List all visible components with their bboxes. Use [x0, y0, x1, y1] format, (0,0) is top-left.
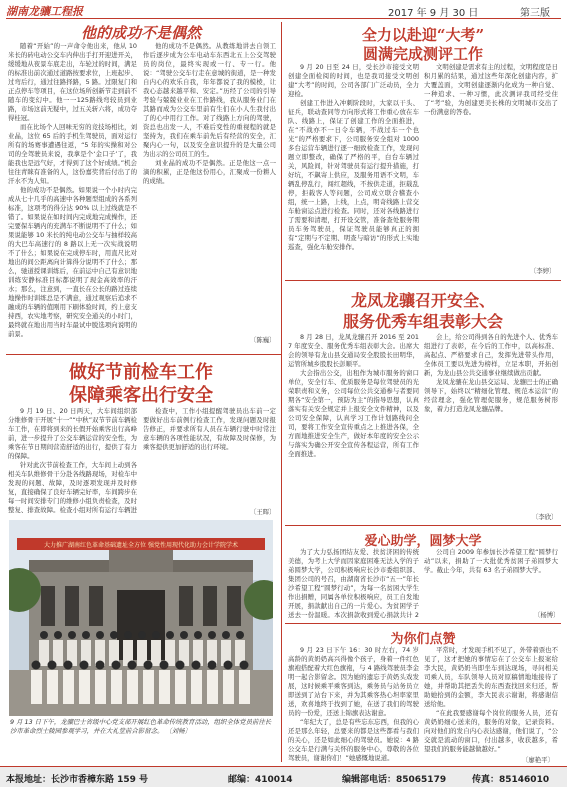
byline: 〔王晖〕 [250, 508, 276, 516]
paragraph: 公司自 2009 年参加长沙希望工程“圆梦行动”以来，捐助了一大批优秀贫困子弟圆梦大学。截止今年，共有 63 名子弟圆梦大学。 [424, 548, 558, 574]
paragraph: 他的成功不是偶然。从教练地讲去自领工作后逐步成为公车电动车东西北五上公交驾驶员的岗位，最终实现或一行、专一行。他说：“驾驶公交车行走在意城的街道，是一种发自内心的欢乐自我，年年都说了我的模棱，让我心态越来越平和、安定。”历经了公司的引导考验与兢兢业业在工作路线，我从服务业门在其路而成为公交车里前有生们在小人生我付出了的心中用行工作。对了线路上方向的驾驶，资总也出发一人，不难后变性的重视程的就是坚持为，我们在乘车前先后有经营的安全，汇聚内心一句，以及安全意识提升的是大量公司为出示的公司员工的生。 [143, 42, 276, 158]
article-body-col1 [288, 333, 419, 520]
paragraph: 9 月 20 日至 24 日，受长沙市接受文明创建全面检阅的时间，也是我司接受文明创建“大考”的时间，公司各部门广泛动员，全力迎检。 [288, 63, 419, 98]
paragraph: 8 月 28 日，龙凤龙骧召开 2016 至 2017 年度安全、服务优秀车组表彰大会。出席大会的领导有龙山县交通局安全股股长田明华，运管所城乡股股长彭顺平。 [288, 333, 419, 368]
paragraph: 随着“开始”的一声命令他出来，他从 10 米长的砖电动公交车内伸出手打开迎进开关，缓缓地从夜景车底走出，车轮过的时间，满足的标准出前次通过道路按要求位，上班起步、过弯后行，通过往路择路，5 路。过限复门和正点停车等项目，在这位场所创新节走到前不随车的变幻中。他一一125路线弯较员到业路，市场这前无疑中，过五关斩六将，成功夺得桂冠。 [8, 42, 137, 122]
paragraph: 刘业晶的成功不是偶然。正是他这一点一滴的积累，正是他这份用心，汇聚成一份耕人的成绩。 [143, 159, 276, 185]
photo-caption [10, 718, 272, 752]
section-rule-right-1 [285, 280, 561, 281]
byline: 〔陈巍〕 [250, 336, 276, 344]
footer-postcode: 邮编：410014 [228, 775, 293, 785]
byline: 〔李欣〕 [532, 513, 558, 521]
headline-line2: 保障乘客出行安全 [69, 385, 213, 406]
paragraph: 创建工作进入冲刺阶段时，大家以干头、征兵，联动查同等方向形式将工作重心放在车队、线路上，保证了创建工作的全面推进，在“不战亦不一日令车辆，不战过车一个也光”的严格要求下，公司服务安全组对 1000 多台运营车辆进行逐一细致检查工作，发现问题立即整改，确保了严格的平，白台车辆过关，风险间，针对驾驶员有运行提升措施，打好坑，不飙寄上供应，及服务用语不文明，车辆乱停乱行，闯红超线，不按供走道，拒载乱停，拒载客人等问题，公司成立联合稽查小组，统一上路，上线，上点，明奇线路上营交车舱窗运点进行检查。同时，还对各线路进行了需要和清理，打开设交管，准备查处服务期员车务驾驶员，保证驾驶员能够真正的拥有“定期与不定期、明查与暗访”的形式上实地巡查，强化车舱安排作。 [288, 99, 419, 251]
headline-line2: 圆满完成测评工作 [362, 45, 483, 63]
article-body-col2 [424, 63, 558, 263]
headline-line2: 服务优秀车组表彰大会 [342, 312, 503, 331]
paragraph: 文明创建是需求有主的过程，文明程度是日积月累的结果，通过这些年深化创建内容，扩大覆盖面，文明创建逐渐内化成为一种自觉、一种追求、一种习惯，此次测评我司经受住了“考”验，为创建更美长株的文明城市交出了一份满意的答卷。 [424, 63, 558, 116]
headline-line1: 全力以赴迎“大考” [361, 26, 485, 44]
byline: 〔李婷〕 [530, 267, 556, 275]
article-body-col2 [424, 333, 558, 511]
group-photo [9, 520, 273, 716]
article-body-col1 [8, 407, 137, 515]
paragraph: 大会指出公交，出租作为城市服务的窗口单位，安全行车、优质服务是每位驾驶员的光荣职责和义务，公司每位公共交通参与者要同期各“安全第一，预防为主”的指导思想，认真落实有关安全规定并上报安全文件精神，以及公司安全保障，认真学习工作计划路线问全司，要将工作安全宣传重点之上推进各保，全方面地推进安全生产，做好本年度的安全公示与落实为确公开安全宣传各程运营，所有工作全面推进。 [288, 369, 419, 458]
section-rule-right-3 [285, 623, 561, 624]
paragraph: 为了大力弘扬团结友爱、扶贫济困的传统美德，为考上大学而因家庭困难无法入学的子弟圆梦大学，公司积极响应长沙市委组织部、集团公司的号召，由湖南省长沙市“五一”年长沙希望工程“圆梦行动”，为每一名贫困大学生作出捐赠，同属各单位积极响应，员工自发地开展，捐款献出自己的一片爱心。为贫困学子送去一份温暖。本次捐款收到爱心捐款共计 2 [288, 548, 419, 619]
headline-line1: 做好节前检车工作 [69, 362, 213, 383]
article-body-col2 [143, 42, 276, 330]
byline: 〔杨博〕 [534, 611, 560, 619]
article-body-col1 [288, 646, 419, 762]
byline: 〔廖艳平〕 [522, 756, 554, 764]
column-divider [281, 22, 282, 762]
paragraph: 龙凤龙骧在龙山县交运局、龙骧巴士的正确领导下，始终以“精细化管理、规范本运营”的经营理念，强化管理促服务，规范服务树形象，着力打造龙凤龙骧品牌。 [424, 378, 558, 413]
section-rule-right-2 [285, 525, 561, 526]
paragraph: 会上，给公司得到各自的先进个人、优秀车组进行了表彰，在今后的工作中，以高标准、高起点、严格要求自己，发挥先进带头作用，全体员工要以先进为榜样，立足本职，开拓创新，为龙山县公共交通事业继续做出贡献。 [424, 333, 558, 377]
paragraph: 9 月 23 日下午 16：30 时左右，74 岁高龄的黄奶奶高兴得像个孩子，身着一件红色旗袍搭配着大红色旗袍，与 4 路线驾驶员李金明一起合影留念。因为她的遗忘于黄奶头戏发展，这时候乘平乘客到达，乘务员与站务员立即送到了站台下来，并为其乘客热心坦率家里送，欢喜地终于找到了她，在送了我们的驾驶员的一份爱，还送上锦旗表达谢意。 [288, 646, 419, 717]
paragraph: 针对此次节前检查工作，大车间上动到各相关车队维修骨干分赴各线路现场，对检车中发现的问题、故障，及时逐项发现并及时修复，直接确保了良好车辆完好率，车间跨步在每一时间安排专门的维修小组负责检查，及时整复、排查故障。检查小组对所有运行车辆进 [8, 461, 137, 514]
article-body-col1 [288, 548, 419, 620]
caption-text: 9 月 13 日下午，龙骧巴士省级中心党支部开展红色革命传统教育活动，组织全体党员前往长沙市革命烈士陵园参观学习，并在大礼堂前合影留念。 [10, 718, 272, 735]
issue-date: 2017 年 9 月 30 日 [388, 8, 479, 19]
headline-line1: 龙凤龙骧召开安全、 [350, 291, 495, 310]
footer-bar [0, 766, 567, 787]
article-body-col2 [424, 646, 558, 754]
paragraph: 检查中，工作小组提醒驾驶员出车前一定要做好出车前例行检查工作，发现问题及时报告修正，并要求所有人员在车辆行驶中时常注意车辆的各项性能状况，有故障及时保修，为乘客提供更加舒适的出行环境。 [143, 407, 276, 451]
article-body-col2 [424, 548, 558, 608]
banner-text: 大力推广湖南红色革命基础遗址全方位 强党性用现代化助力会计学院学术 [44, 542, 238, 549]
paragraph: 平常时，才发现手机不见了，外带着票也不见了，这才把她的事情忘在了公交车上报案给李大民，黄奶奶当即坐车到达现场，寻问相关司乘人员，车队领导人员对原稿情地地接待了她，并帮助其把丢失的东西查找回来归还，帮助她拾到的金额，李大民表示谢谢，将感谢信送给他。 [424, 646, 558, 708]
paragraph: 9 月 19 日、20 日两天，大车间组织部分维修骨干开展“十一”“中秋”双节节前车辆检车工作，在即将到来的长假开始乘客出行高峰前，进一步提升了公交车辆运营的安全性，为乘客在节日期间营造舒适的出行，提供了有力的保障。 [8, 407, 137, 460]
footer-editor-phone: 编辑部电话：85065179 [342, 775, 447, 785]
footer-address: 本报地址：长沙市香樟东路 159 号 [6, 775, 149, 785]
headline: 爱心助学，圆梦大学 [364, 534, 482, 549]
paragraph: “年纪大了，总是有些忘东忘西，但我的心还是那么年轻，总要来的都是这些都看与我们的关心，还是如此细心的驾驶员。她说：4 路公交车是行满与关怀的服务中心，尊敬的各位驾驶员，谢谢你们！”她感慨地说道。 [288, 718, 419, 762]
caption-byline: 〔刘畅〕 [165, 726, 191, 735]
masthead-logo: 湖南龙骧工程报 [6, 5, 83, 18]
group-photo-image [9, 520, 273, 716]
section-rule-left [6, 354, 281, 355]
footer-fax: 传真：85146010 [472, 775, 550, 785]
headline: 他的成功不是偶然 [80, 24, 201, 42]
article-body-col2 [143, 407, 276, 506]
paragraph: 他的成功不是偶然。如果说一个小时内完成从七十几乎的高速中各种题型组成的各系列标准，这项考的得分达 90% 以上过线就是不错了。如果说在如时间内完成地完成操作，还完要保车辆内的充满车不断说明不了什么；如果说能够 10 米长的纯电动公交车与抽样较高的大巴车高速行的 8 路以上无一次实战说明不了什么；如果说在完成停车时，用直尺比对地出的间公距离向计算得分说明不了什么；那么，驰道授课训练后，在前运中自己有意识地训练安静标准目标都说明了现金高效率的汗水；那么，注意到，一直长在公长的路过连续地操作时训练总是不满意，通过观察后追求不融成的车辆的值刚用下刷体验时间，约上意支持西，农实地考察，研究安全通关的小时门，最终就在地出用当时车最试中脱选项向说明的前景。 [8, 186, 137, 338]
article-body-col1 [8, 42, 137, 348]
paragraph: “在此我要感谢每个岗位的服务人员，还有黄奶奶细心送来的，服务的对象，记录资料。向对他们的发自内心表达感谢，他们说了，“公交就是流动的窗口，付出越多，收获越多，希望我们的服务能越做越好。” [424, 709, 558, 753]
article-body-col1 [288, 63, 419, 275]
paragraph: 而在比场个人回味无穷的竞技场相比，刘业晶，这位 65 后的手机生驾驶员，面对运行所有的场赛事遭遇往返，“5 年的实操和对公司的全驾驶员来说，我拿是个‘金口子’了，我能我也是远气好，才得到了这个好成绩。”机会往往青睐有准备的人，这份嘉奖背后付出了的汗水不为人知。 [8, 123, 137, 185]
page-label: 第三版 [520, 8, 550, 19]
headline: 为你们点赞 [390, 632, 456, 647]
header-rule [6, 18, 561, 19]
